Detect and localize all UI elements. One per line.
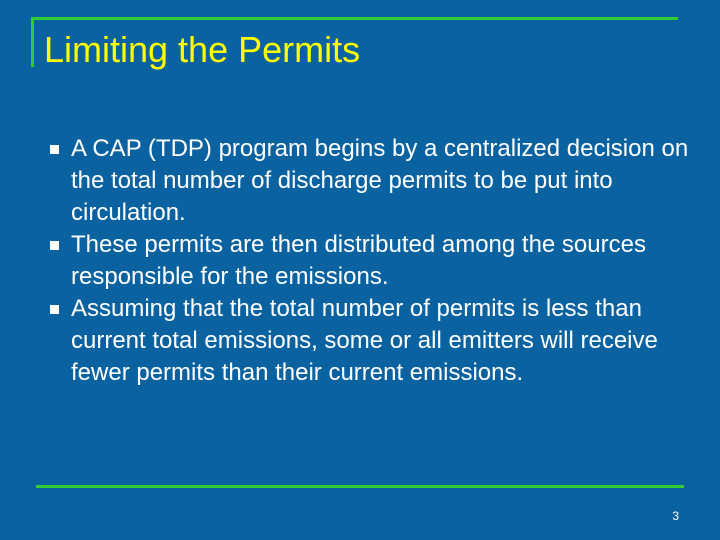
title-frame-left-line: [31, 17, 34, 67]
footer-divider: [36, 485, 684, 488]
bullet-item: [50, 133, 690, 229]
square-bullet-icon: [50, 145, 59, 154]
page-number: 3: [672, 509, 679, 523]
bullet-list: [50, 133, 690, 389]
bullet-text: Assuming that the total number of permits is less than current total emissions, some or all emitters will receive fewer permits than their current emissions.: [71, 295, 658, 386]
square-bullet-icon: [50, 241, 59, 250]
bullet-text: These permits are then distributed among the sources responsible for the emissions.: [71, 231, 646, 290]
slide-title: Limiting the Permits: [44, 29, 361, 70]
bullet-text: A CAP (TDP) program begins by a centralized decision on the total number of discharge permits to be put into circulation.: [71, 135, 689, 226]
square-bullet-icon: [50, 305, 59, 314]
bullet-item: [50, 229, 690, 293]
bullet-item: [50, 293, 690, 389]
title-frame-top-line: [31, 17, 678, 20]
